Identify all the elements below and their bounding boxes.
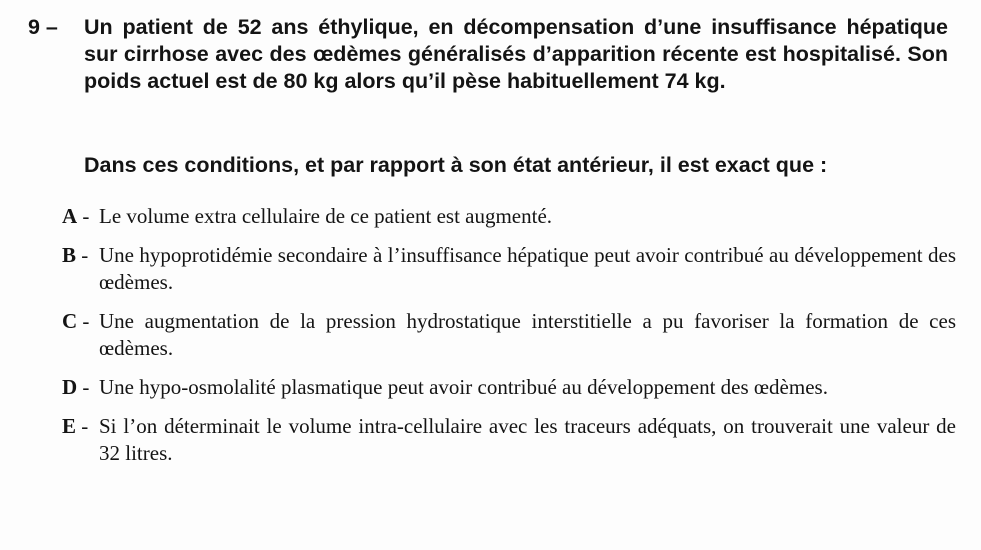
answer-option-a [62, 203, 956, 230]
answer-separator: - [77, 375, 90, 399]
answer-letter: B [62, 243, 77, 267]
answer-text: Une augmentation de la pression hydrostatique interstitielle a pu favoriser la formation de ces œdèmes. [99, 309, 956, 360]
answer-option-e [62, 413, 956, 467]
answer-letter: E [62, 414, 77, 438]
question-block [28, 14, 948, 95]
answer-text: Une hypoprotidémie secondaire à l’insuffisance hépatique peut avoir contribué au développement des œdèmes. [99, 243, 956, 294]
question-prompt: Dans ces conditions, et par rapport à son état antérieur, il est exact que : [84, 153, 828, 177]
question-number: 9 – [28, 15, 58, 39]
answer-option-b [62, 242, 956, 296]
answer-separator: - [77, 309, 90, 333]
answer-separator: - [77, 204, 90, 228]
answer-list [62, 203, 956, 479]
answer-letter: A [62, 204, 78, 228]
answer-text: Une hypo-osmolalité plasmatique peut avoir contribué au développement des œdèmes. [99, 375, 828, 399]
answer-text: Le volume extra cellulaire de ce patient est augmenté. [99, 204, 553, 228]
answer-separator: - [76, 414, 89, 438]
answer-text: Si l’on déterminait le volume intra-cellulaire avec les traceurs adéquats, on trouverait une valeur de 32 litres. [99, 414, 956, 465]
answer-letter: C [62, 309, 78, 333]
answer-option-d [62, 374, 956, 401]
question-text: Un patient de 52 ans éthylique, en décompensation d’une insuffisance hépatique sur cirrhose avec des œdèmes généralisés d’apparition récente est hospitalisé. Son poids actuel est de 80 kg alors qu’il pèse habituellement 74 kg. [84, 15, 948, 93]
answer-letter: D [62, 375, 78, 399]
answer-option-c [62, 308, 956, 362]
answer-separator: - [76, 243, 89, 267]
